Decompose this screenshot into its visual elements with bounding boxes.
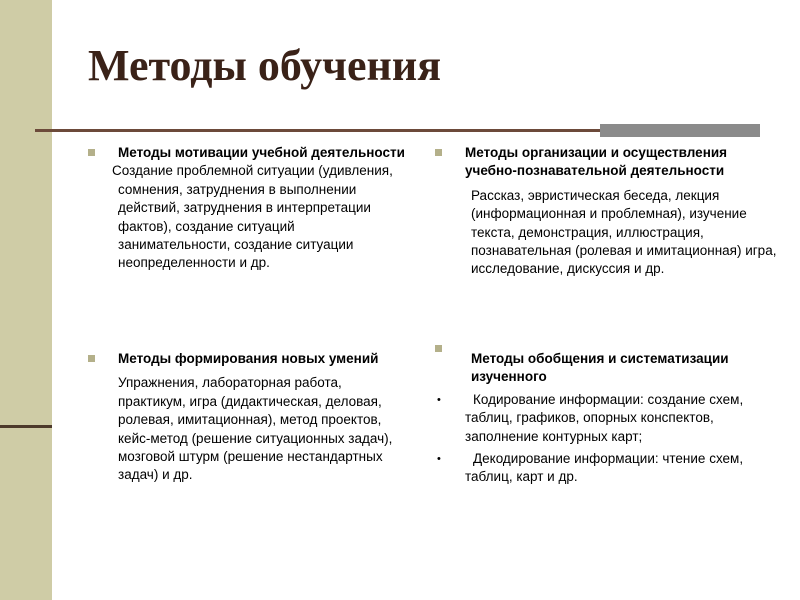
left-item-skills xyxy=(88,350,408,485)
subitem-text: Декодирование информации: чтение схем, таблиц, карт и др. xyxy=(465,451,744,485)
square-bullet-icon xyxy=(435,345,442,352)
left-item-motivation xyxy=(88,144,408,273)
dot-bullet-icon: • xyxy=(437,453,441,466)
item-heading: Методы формирования новых умений xyxy=(118,351,379,366)
item-text: Рассказ, эвристическая беседа, лекция (информационная и проблемная), изучение текста, демонстрация, иллюстрация, познавательная (ролевая и имитационная) игра, исследование, дискуссия и др. xyxy=(471,187,777,277)
page-title: Методы обучения xyxy=(88,41,442,90)
item-heading: Методы мотивации учебной деятельности xyxy=(118,145,405,160)
side-band xyxy=(0,0,52,600)
square-bullet-icon xyxy=(88,355,95,362)
dot-bullet-icon: • xyxy=(437,393,441,406)
title-accent-block xyxy=(600,124,760,137)
subitem-decoding xyxy=(435,450,780,487)
item-heading: Методы организации и осуществления учебно-познавательной деятельности xyxy=(465,145,728,179)
subitem-text: Кодирование информации: создание схем, таблиц, графиков, опорных конспектов, заполнение контурных карт; xyxy=(465,391,744,444)
right-item-organization xyxy=(435,144,780,279)
item-text: Создание проблемной ситуации (удивления, сомнения, затруднения в выполнении действий, затруднения в интерпретации фактов), создание ситуаций занимательности, создание ситуации неопределенности и др. xyxy=(112,163,393,271)
item-heading: Методы обобщения и систематизации изученного xyxy=(471,351,729,385)
side-band-divider xyxy=(0,425,52,428)
subitem-coding xyxy=(435,391,780,446)
square-bullet-icon xyxy=(435,149,442,156)
item-text: Упражнения, лабораторная работа, практикум, игра (дидактическая, деловая, ролевая, имитационная), метод проектов, кейс-метод (решение ситуационных задач), мозговой штурм (решение нестандартных задач) и др. xyxy=(118,375,393,483)
square-bullet-icon xyxy=(88,149,95,156)
right-item-generalization xyxy=(435,350,780,487)
